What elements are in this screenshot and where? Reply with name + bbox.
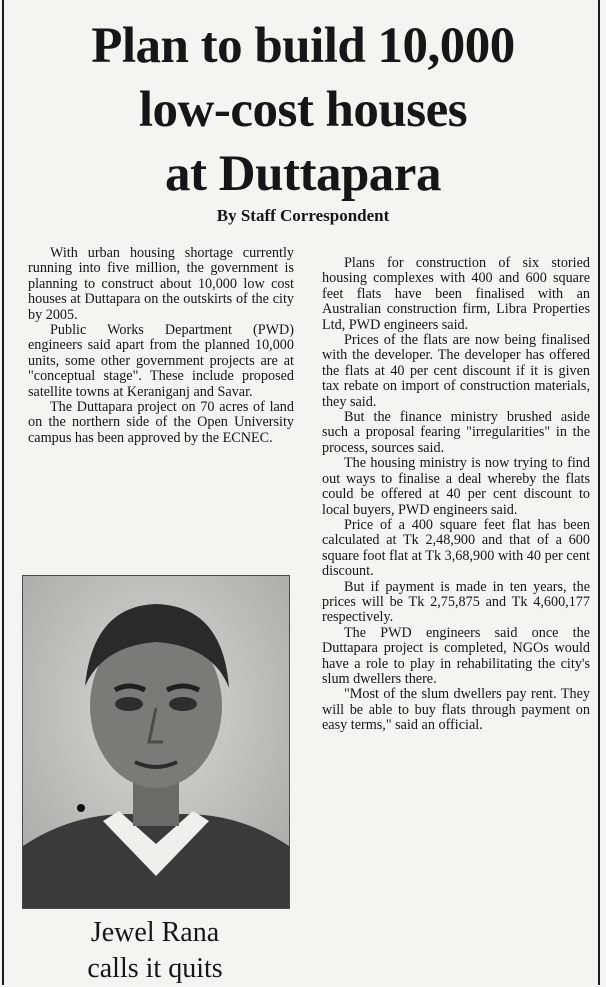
byline: By Staff Correspondent [216,206,390,225]
article-paragraph: The housing ministry is now trying to find out ways to finalise a deal whereby the flats could be offered at 40 per cent discount to local buyers, PWD engineers said. [322,455,590,518]
portrait-photo [22,575,290,909]
sidebar-headline-line: calls it quits [87,953,223,984]
article-paragraph: Price of a 400 square feet flat has been calculated at Tk 2,48,900 and that of a 600 square foot flat at Tk 3,68,900 with 40 per cent discount. [322,516,590,580]
right-column-rule [598,0,600,985]
sidebar-headline [22,915,288,987]
article-paragraph: Plans for construction of six storied housing complexes with 400 and 600 square feet flats have been finalised with an Australian construction firm, Libra Properties Ltd, PWD engineers said. [322,255,590,333]
article-paragraph: But the finance ministry brushed aside such a proposal fearing "irregularities" in the process, sources said. [322,409,590,456]
article-paragraph: Public Works Department (PWD) engineers said apart from the planned 10,000 units, some other government projects are at "conceptual stage". These include proposed satellite towns at Keraniganj and Savar. [28,322,294,400]
article-paragraph: "Most of the slum dwellers pay rent. They will be able to buy flats through payment on easy terms," said an official. [322,686,590,734]
article-paragraph: With urban housing shortage currently running into five million, the government is planning to construct about 10,000 low cost houses at Duttapara on the outskirts of the city by 2005. [28,245,294,323]
left-column-rule [2,0,4,985]
headline-line: Plan to build 10,000 [91,18,515,74]
headline [8,14,598,206]
article-paragraph: Prices of the flats are now being finalised with the developer. The developer has offered the flats at 40 per cent discount if it is given tax rebate on import of construction materials, they said. [322,332,590,410]
portrait-illustration [23,576,289,908]
article-column-left [28,246,294,446]
article-paragraph: The Duttapara project on 70 acres of land on the northern side of the Open University campus has been approved by the ECNEC. [28,399,294,446]
article-column-right [322,256,590,734]
headline-line: at Duttapara [165,146,441,202]
article-paragraph: The PWD engineers said once the Duttapara project is completed, NGOs would have a role to play in rehabilitating the city's slum dwellers there. [322,624,590,687]
headline-line: low-cost houses [138,82,468,138]
article-paragraph: But if payment is made in ten years, the prices will be Tk 2,75,875 and Tk 4,600,177 respectively. [322,578,590,626]
sidebar-headline-line: Jewel Rana [90,917,220,948]
